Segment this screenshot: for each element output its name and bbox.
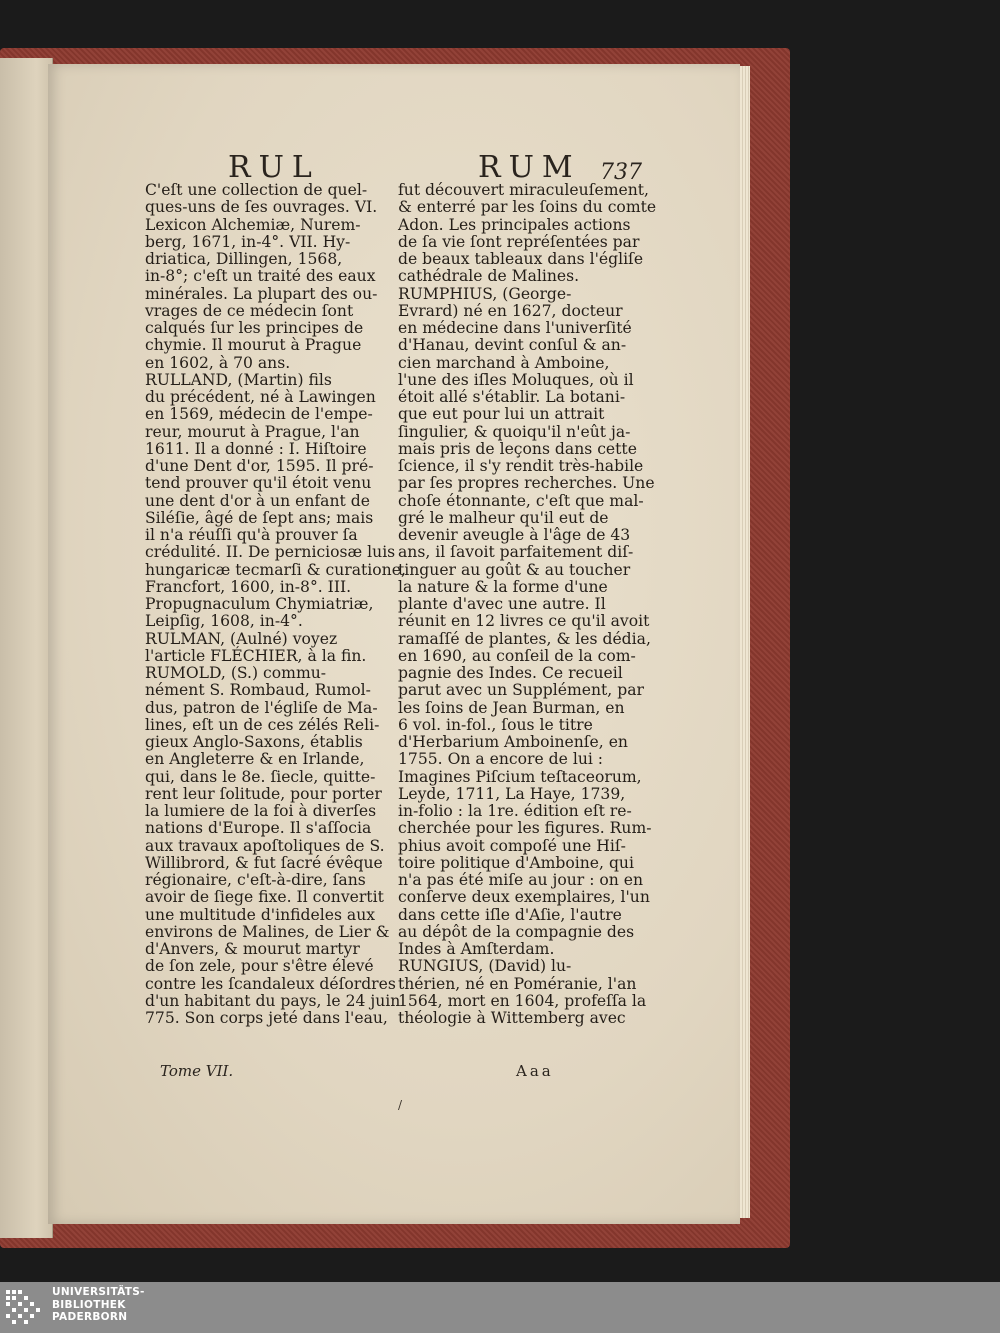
- text-line: RULLAND, (Martin) fils: [145, 370, 332, 389]
- text-line: une dent d'or à un enfant de: [145, 491, 370, 510]
- text-line: Siléſie, âgé de ſept ans; mais: [145, 508, 374, 527]
- text-line: C'eſt une collection de quel-: [145, 181, 368, 199]
- text-line: les ſoins de Jean Burman, en: [398, 698, 625, 717]
- text-line: n'a pas été miſe au jour : on en: [398, 871, 644, 889]
- text-line: d'Anvers, & mourut martyr: [145, 940, 360, 958]
- text-line: crédulité. II. De perniciosæ luis: [145, 543, 396, 562]
- left-page-edge: [0, 58, 53, 1238]
- text-line: 1755. On a encore de lui :: [398, 750, 604, 769]
- text-line: de ſon zele, pour s'être élevé: [145, 957, 374, 976]
- text-line: l'article FLÉCHIER, à la fin.: [145, 646, 367, 665]
- text-line: dus, patron de l'égliſe de Ma-: [145, 698, 378, 717]
- text-line: mais pris de leçons dans cette: [398, 439, 637, 458]
- text-line: Imagines Piſcium teſtaceorum,: [398, 767, 642, 786]
- text-line: ans, il ſavoit parfaitement diſ-: [398, 543, 634, 562]
- text-line: Adon. Les principales actions: [398, 215, 631, 234]
- text-line: tend prouver qu'il étoit venu: [145, 474, 372, 493]
- text-line: RULMAN, (Aulné) voyez: [145, 629, 338, 648]
- text-line: & enterré par les ſoins du comte: [398, 198, 657, 217]
- text-line: Leipſig, 1608, in-4°.: [145, 612, 303, 631]
- logo-line-2: BIBLIOTHEK: [52, 1298, 126, 1311]
- text-line: conſerve deux exemplaires, l'un: [398, 888, 650, 907]
- text-line: Propugnaculum Chymiatriæ,: [145, 595, 374, 613]
- text-line: reur, mourut à Prague, l'an: [145, 422, 360, 441]
- library-logo-icon: [4, 1286, 46, 1330]
- text-line: avoir de ſiege fixe. Il convertit: [145, 888, 384, 907]
- text-line: par ſes propres recherches. Une: [398, 474, 655, 493]
- text-line: driatica, Dillingen, 1568,: [145, 250, 343, 268]
- text-line: hungaricæ tecmarſi & curatione,: [145, 560, 406, 579]
- signature-mark: Aaa: [516, 1062, 554, 1080]
- text-line: calqués ſur les principes de: [145, 319, 364, 337]
- text-line: réunit en 12 livres ce qu'il avoit: [398, 612, 650, 631]
- text-line: phius avoit compoſé une Hiſ-: [398, 836, 626, 855]
- text-line: Leyde, 1711, La Haye, 1739,: [398, 784, 626, 803]
- text-line: plante d'avec une autre. Il: [398, 595, 606, 613]
- text-line: in-folio : la 1re. édition eſt re-: [398, 802, 632, 820]
- text-line: choſe étonnante, c'eſt que mal-: [398, 491, 644, 510]
- library-logo-text: [52, 1286, 145, 1324]
- text-line: Francfort, 1600, in-8°. III.: [145, 577, 352, 596]
- text-line: RUMPHIUS, (George-: [398, 284, 572, 303]
- text-line: d'Herbarium Amboinenſe, en: [398, 733, 628, 751]
- text-line: du précédent, né à Lawingen: [145, 388, 376, 406]
- page-fore-edge: [740, 66, 750, 1218]
- text-line: fut découvert miraculeuſement,: [398, 181, 649, 199]
- text-line: RUNGIUS, (David) lu-: [398, 957, 572, 976]
- text-line: en 1602, à 70 ans.: [145, 353, 291, 372]
- text-line: une multitude d'infideles aux: [145, 905, 376, 924]
- stray-mark: /: [398, 1098, 403, 1112]
- text-line: gré le malheur qu'il eut de: [398, 508, 609, 527]
- text-line: cherchée pour les figures. Rum-: [398, 819, 652, 838]
- text-line: thérien, né en Poméranie, l'an: [398, 974, 637, 993]
- text-line: RUMOLD, (S.) commu-: [145, 664, 327, 682]
- volume-footer: Tome VII.: [160, 1062, 234, 1080]
- text-line: toire politique d'Amboine, qui: [398, 853, 634, 872]
- text-line: nément S. Rombaud, Rumol-: [145, 681, 371, 700]
- text-line: ſingulier, & quoiqu'il n'eût ja-: [398, 422, 631, 441]
- text-line: 6 vol. in-fol., ſous le titre: [398, 715, 593, 734]
- text-line: 1564, mort en 1604, profeſſa la: [398, 991, 647, 1010]
- text-line: parut avec un Supplément, par: [398, 681, 644, 700]
- text-line: rent leur ſolitude, pour porter: [145, 784, 382, 803]
- text-line: qui, dans le 8e. ſiecle, quitte-: [145, 767, 376, 786]
- text-line: ramaſſé de plantes, & les dédia,: [398, 629, 651, 648]
- text-line: lines, eſt un de ces zélés Reli-: [145, 715, 380, 734]
- text-line: la nature & la forme d'une: [398, 577, 608, 596]
- running-head-right: RUM: [478, 150, 581, 185]
- text-line: d'une Dent d'or, 1595. Il pré-: [145, 457, 374, 475]
- text-line: Evrard) né en 1627, docteur: [398, 301, 623, 320]
- text-line: vrages de ce médecin ſont: [145, 301, 354, 320]
- text-line: ques-uns de ſes ouvrages. VI.: [145, 198, 378, 217]
- text-line: in-8°; c'eſt un traité des eaux: [145, 267, 376, 286]
- text-line: régionaire, c'eſt-à-dire, ſans: [145, 871, 366, 889]
- text-line: aux travaux apoſtoliques de S.: [145, 836, 385, 855]
- text-line: d'un habitant du pays, le 24 juin: [145, 991, 401, 1010]
- library-footer-bar: [0, 1282, 1000, 1333]
- text-line: cien marchand à Amboine,: [398, 353, 610, 372]
- text-line: il n'a réuſſi qu'à prouver ſa: [145, 526, 358, 544]
- text-line: 1611. Il a donné : I. Hiſtoire: [145, 439, 367, 458]
- page-number: 737: [600, 160, 642, 185]
- text-line: cathédrale de Malines.: [398, 267, 580, 286]
- left-text-column: [145, 181, 406, 1027]
- text-line: minérales. La plupart des ou-: [145, 284, 378, 303]
- text-line: ſcience, il s'y rendit très-habile: [398, 457, 644, 475]
- text-line: en 1690, au conſeil de la com-: [398, 646, 636, 665]
- text-line: devenir aveugle à l'âge de 43: [398, 526, 631, 544]
- text-line: au dépôt de la compagnie des: [398, 922, 635, 941]
- logo-line-3: PADERBORN: [52, 1311, 128, 1323]
- text-line: Lexicon Alchemiæ, Nurem-: [145, 215, 361, 234]
- text-line: pagnie des Indes. Ce recueil: [398, 664, 623, 682]
- text-line: Indes à Amſterdam.: [398, 940, 555, 958]
- text-line: de ſa vie ſont repréſentées par: [398, 232, 640, 251]
- text-line: la lumiere de la foi à diverſes: [145, 802, 377, 820]
- text-line: que eut pour lui un attrait: [398, 405, 605, 424]
- text-line: 775. Son corps jeté dans l'eau,: [145, 1009, 388, 1027]
- text-line: environs de Malines, de Lier &: [145, 922, 390, 941]
- text-line: contre les ſcandaleux déſordres: [145, 974, 396, 993]
- text-line: berg, 1671, in-4°. VII. Hy-: [145, 232, 351, 251]
- right-text-column: [398, 181, 657, 1027]
- text-line: gieux Anglo-Saxons, établis: [145, 733, 363, 751]
- text-line: étoit allé s'établir. La botani-: [398, 388, 626, 406]
- text-line: d'Hanau, devint conſul & an-: [398, 336, 627, 355]
- text-line: en 1569, médecin de l'empe-: [145, 405, 373, 424]
- logo-line-1: UNIVERSITÄTS-: [52, 1286, 145, 1298]
- text-line: de beaux tableaux dans l'égliſe: [398, 250, 644, 268]
- running-head-left: RUL: [228, 150, 320, 185]
- text-line: tinguer au goût & au toucher: [398, 560, 631, 579]
- text-line: l'une des iſles Moluques, où il: [398, 370, 634, 389]
- text-line: en Angleterre & en Irlande,: [145, 750, 365, 769]
- text-line: nations d'Europe. Il s'aſſocia: [145, 819, 372, 838]
- text-line: en médecine dans l'univerſité: [398, 319, 632, 337]
- text-line: théologie à Wittemberg avec: [398, 1009, 626, 1027]
- text-line: chymie. Il mourut à Prague: [145, 336, 362, 355]
- text-line: dans cette iſle d'Aſie, l'autre: [398, 905, 622, 924]
- text-line: Willibrord, & fut ſacré évêque: [145, 853, 383, 872]
